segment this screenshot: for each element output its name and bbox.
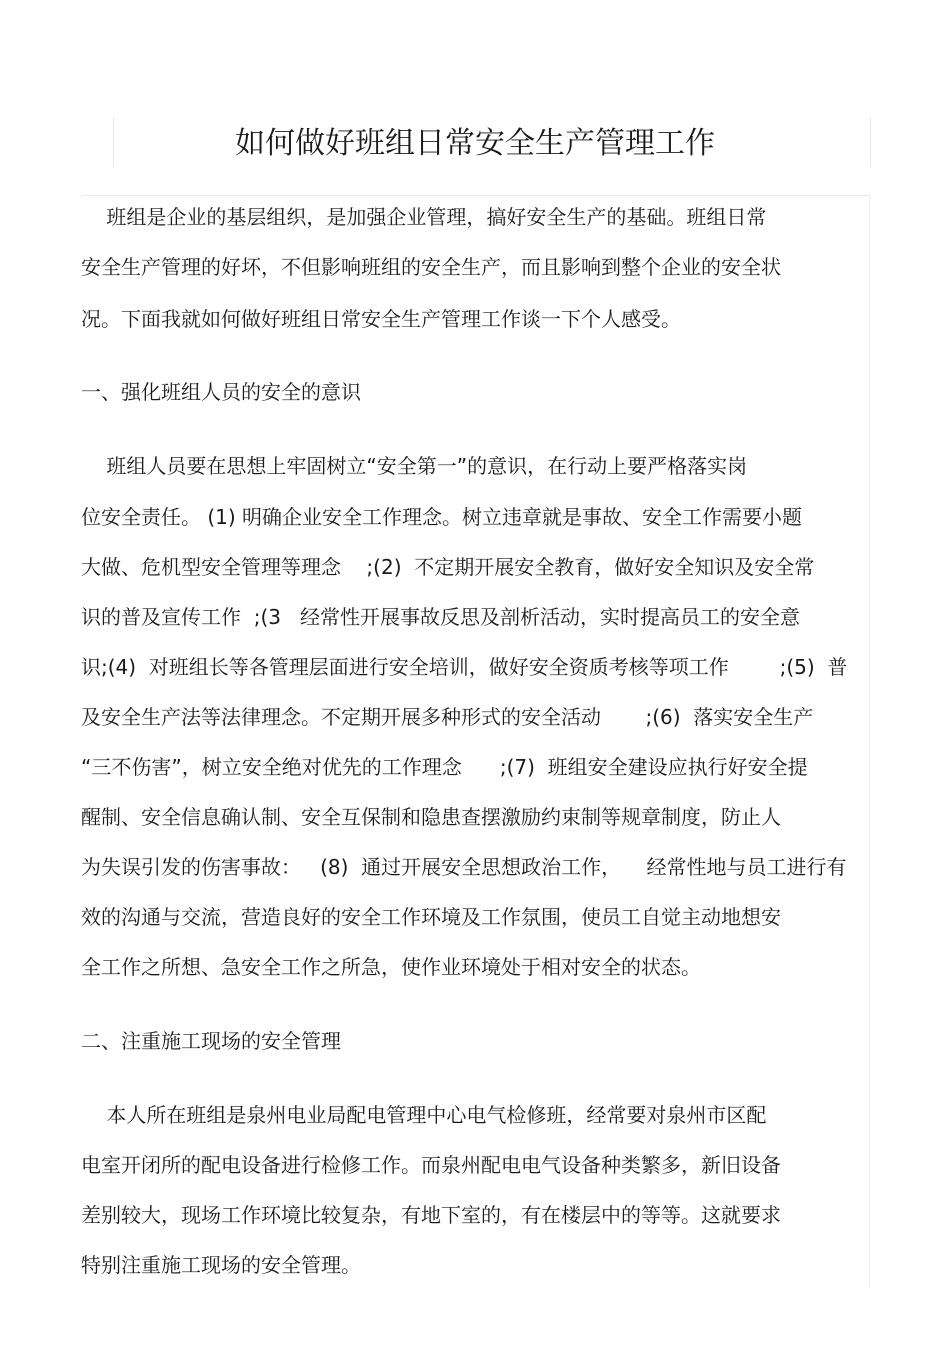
section-heading-2: 二、注重施工现场的安全管理: [81, 1029, 341, 1053]
paragraph-line: 识的普及宣传工作 ;(3 经常性开展事故反思及剖析活动，实时提高员工的安全意: [81, 605, 801, 629]
paragraph-line: 及安全生产法等法律理念。不定期开展多种形式的安全活动 ;(6) 落实安全生产: [81, 705, 814, 729]
paragraph-line: 班组是企业的基层组织，是加强企业管理，搞好安全生产的基础。班组日常: [81, 205, 767, 229]
paragraph-line: 为失误引发的伤害事故： (8) 通过开展安全思想政治工作， 经常性地与员工进行有: [81, 855, 847, 879]
paragraph-line: 特别注重施工现场的安全管理。: [81, 1253, 361, 1277]
paragraph-line: 差别较大，现场工作环境比较复杂，有地下室的，有在楼层中的等等。这就要求: [81, 1203, 781, 1227]
paragraph-line: “三不伤害”，树立安全绝对优先的工作理念 ;(7) 班组安全建设应执行好安全提: [81, 755, 808, 779]
document-title: 如何做好班组日常安全生产管理工作: [235, 126, 715, 161]
paragraph-line: 全工作之所想、急安全工作之所急，使作业环境处于相对安全的状态。: [81, 955, 701, 979]
paragraph-line: 电室开闭所的配电设备进行检修工作。而泉州配电电气设备种类繁多，新旧设备: [81, 1153, 781, 1177]
paragraph-line: 况。下面我就如何做好班组日常安全生产管理工作谈一下个人感受。: [81, 307, 681, 331]
paragraph-line: 本人所在班组是泉州电业局配电管理中心电气检修班，经常要对泉州市区配: [81, 1103, 767, 1127]
paragraph-line: 醒制、安全信息确认制、安全互保制和隐患查摆激励约束制等规章制度，防止人: [81, 805, 781, 829]
paragraph-line: 位安全责任。 (1) 明确企业安全工作理念。树立违章就是事故、安全工作需要小题: [81, 505, 803, 529]
paragraph-line: 班组人员要在思想上牢固树立“安全第一”的意识，在行动上要严格落实岗: [81, 454, 748, 478]
paragraph-line: 大做、危机型安全管理等理念 ;(2) 不定期开展安全教育，做好安全知识及安全常: [81, 555, 815, 579]
paragraph-line: 安全生产管理的好坏，不但影响班组的安全生产，而且影响到整个企业的安全状: [81, 255, 781, 279]
section-heading-1: 一、强化班组人员的安全的意识: [81, 380, 361, 404]
paragraph-line: 识;(4) 对班组长等各管理层面进行安全培训，做好安全资质考核等项工作 ;(5) 普: [81, 655, 848, 679]
paragraph-line: 效的沟通与交流，营造良好的安全工作环境及工作氛围，使员工自觉主动地想安: [81, 905, 781, 929]
